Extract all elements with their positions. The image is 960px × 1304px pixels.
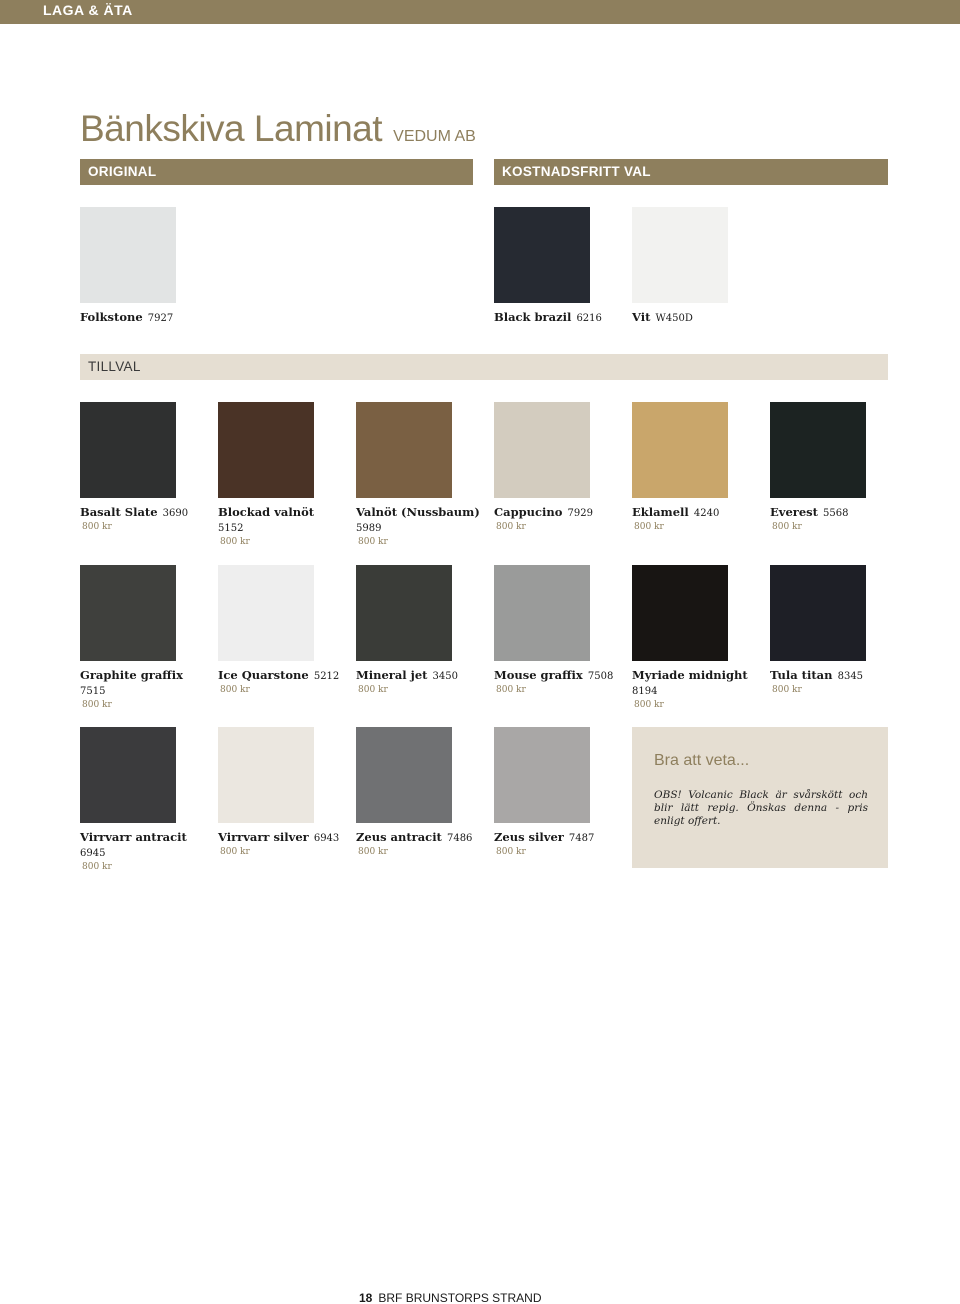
swatch-code: 8345 xyxy=(837,671,864,682)
swatch-caption xyxy=(632,504,757,534)
swatch-caption xyxy=(80,504,205,534)
swatch-caption xyxy=(494,667,619,697)
swatch-caption xyxy=(356,504,481,549)
swatch-name: Valnöt (Nussbaum) xyxy=(356,505,480,519)
swatch-virrvarr-antracit xyxy=(80,727,176,823)
swatch-caption xyxy=(80,667,205,712)
swatch-caption xyxy=(494,829,619,859)
swatch-caption xyxy=(494,504,619,534)
swatch-code: 7929 xyxy=(567,508,593,519)
swatch-caption xyxy=(770,504,895,534)
band-free-choice xyxy=(494,159,888,185)
swatch-name: Black brazil xyxy=(494,310,572,324)
swatch-code: 4240 xyxy=(693,508,720,519)
swatch-vit xyxy=(632,207,728,303)
swatch-name: Myriade midnight xyxy=(632,668,748,682)
swatch-valnot-nussbaum xyxy=(356,402,452,498)
info-box xyxy=(632,727,888,868)
swatch-price: 800 kr xyxy=(496,522,526,532)
page-title-main: Bänkskiva Laminat xyxy=(80,108,383,149)
swatch-price: 800 kr xyxy=(634,522,664,532)
swatch-myriade-midnight xyxy=(632,565,728,661)
band-free-choice-label: KOSTNADSFRITT VAL xyxy=(502,164,651,179)
info-heading: Bra att veta... xyxy=(654,752,750,769)
swatch-code: W450D xyxy=(655,313,693,324)
swatch-caption xyxy=(632,667,757,712)
swatch-code: 7515 xyxy=(80,686,106,697)
page-number: 18 xyxy=(359,1291,373,1304)
section-label: LAGA & ÄTA xyxy=(43,2,133,18)
swatch-name: Folkstone xyxy=(80,310,143,324)
swatch-graphite-graffix xyxy=(80,565,176,661)
swatch-name: Virrvarr antracit xyxy=(80,830,187,844)
swatch-zeus-antracit xyxy=(356,727,452,823)
swatch-zeus-silver xyxy=(494,727,590,823)
swatch-code: 5212 xyxy=(313,671,340,682)
swatch-code: 3690 xyxy=(162,508,189,519)
swatch-name: Blockad valnöt xyxy=(218,505,315,519)
swatch-virrvarr-silver xyxy=(218,727,314,823)
swatch-name: Zeus antracit xyxy=(356,830,442,844)
swatch-caption xyxy=(218,667,343,697)
swatch-ice-quarstone xyxy=(218,565,314,661)
swatch-name: Mouse graffix xyxy=(494,668,583,682)
swatch-cappucino xyxy=(494,402,590,498)
swatch-code: 8194 xyxy=(632,686,658,697)
swatch-code: 5989 xyxy=(356,523,382,534)
swatch-price: 800 kr xyxy=(634,700,664,710)
swatch-code: 7486 xyxy=(446,833,473,844)
swatch-name: Vit xyxy=(632,310,651,324)
swatch-name: Tula titan xyxy=(770,668,833,682)
swatch-name: Ice Quarstone xyxy=(218,668,309,682)
swatch-mineral-jet xyxy=(356,565,452,661)
swatch-price: 800 kr xyxy=(220,847,250,857)
swatch-price: 800 kr xyxy=(358,537,388,547)
swatch-code: 6945 xyxy=(80,848,106,859)
swatch-everest xyxy=(770,402,866,498)
swatch-code: 7487 xyxy=(568,833,595,844)
swatch-price: 800 kr xyxy=(82,862,112,872)
swatch-black-brazil xyxy=(494,207,590,303)
swatch-folkstone xyxy=(80,207,176,303)
swatch-tula-titan xyxy=(770,565,866,661)
swatch-code: 6216 xyxy=(576,313,602,324)
swatch-name: Graphite graffix xyxy=(80,668,183,682)
swatch-price: 800 kr xyxy=(220,685,250,695)
swatch-price: 800 kr xyxy=(82,700,112,710)
swatch-price: 800 kr xyxy=(496,685,526,695)
swatch-caption xyxy=(356,667,481,697)
band-extra xyxy=(80,354,888,380)
swatch-mouse-graffix xyxy=(494,565,590,661)
swatch-basalt-slate xyxy=(80,402,176,498)
section-header-bar xyxy=(0,0,960,24)
band-original-label: ORIGINAL xyxy=(88,164,157,179)
swatch-price: 800 kr xyxy=(772,522,802,532)
band-original xyxy=(80,159,473,185)
swatch-blockad-valnot xyxy=(218,402,314,498)
swatch-name: Basalt Slate xyxy=(80,505,158,519)
swatch-code: 7927 xyxy=(147,313,174,324)
swatch-name: Virrvarr silver xyxy=(218,830,309,844)
swatch-price: 800 kr xyxy=(358,847,388,857)
swatch-name: Cappucino xyxy=(494,505,563,519)
swatch-caption xyxy=(356,829,481,859)
swatch-caption xyxy=(80,829,205,874)
swatch-code: 7508 xyxy=(587,671,614,682)
swatch-caption xyxy=(632,309,757,325)
swatch-code: 3450 xyxy=(432,671,458,682)
page-title-brand: VEDUM AB xyxy=(393,128,476,145)
swatch-caption xyxy=(218,829,343,859)
swatch-code: 6943 xyxy=(313,833,340,844)
swatch-code: 5568 xyxy=(823,508,849,519)
swatch-caption xyxy=(770,667,895,697)
swatch-name: Zeus silver xyxy=(494,830,564,844)
swatch-caption xyxy=(218,504,343,549)
swatch-eklamell xyxy=(632,402,728,498)
swatch-name: Eklamell xyxy=(632,505,689,519)
swatch-price: 800 kr xyxy=(358,685,388,695)
footer-text: BRF BRUNSTORPS STRAND xyxy=(378,1291,542,1304)
swatch-caption xyxy=(80,309,205,325)
swatch-price: 800 kr xyxy=(82,522,112,532)
swatch-price: 800 kr xyxy=(496,847,526,857)
band-extra-label: TILLVAL xyxy=(88,359,141,374)
swatch-caption xyxy=(494,309,619,325)
swatch-price: 800 kr xyxy=(220,537,250,547)
swatch-name: Everest xyxy=(770,505,818,519)
info-text: OBS! Volcanic Black är svårskött och blir lätt repig. Önskas denna - pris enligt offert. xyxy=(654,789,868,827)
swatch-code: 5152 xyxy=(218,523,244,534)
page-footer xyxy=(359,1291,542,1304)
swatch-price: 800 kr xyxy=(772,685,802,695)
swatch-name: Mineral jet xyxy=(356,668,428,682)
page-title xyxy=(80,108,476,150)
